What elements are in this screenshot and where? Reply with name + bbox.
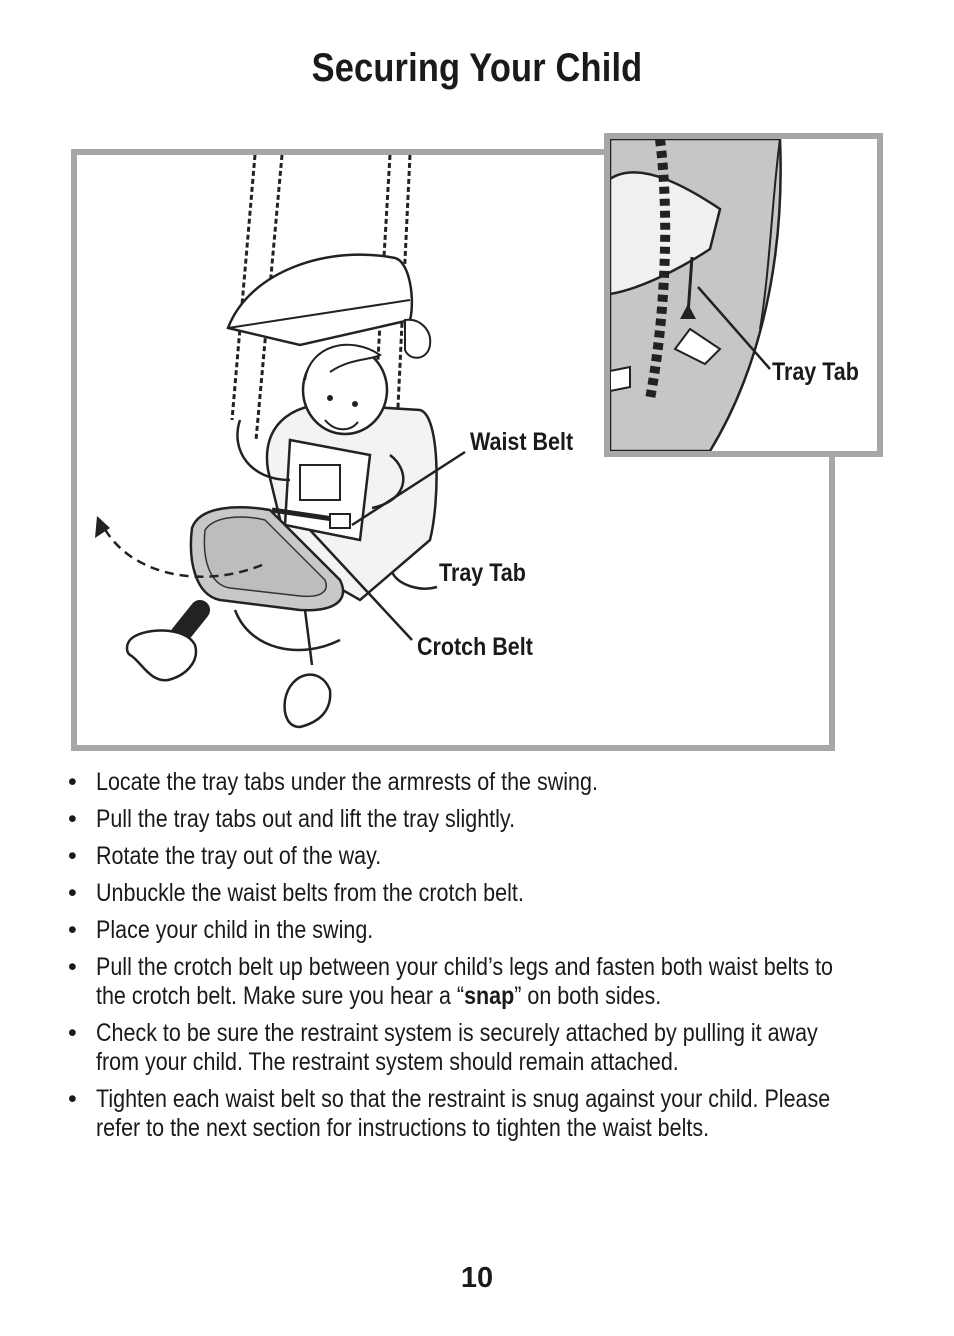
list-item: • Rotate the tray out of the way.	[68, 842, 382, 870]
bullet-icon: •	[68, 805, 77, 833]
bullet-icon: •	[68, 879, 77, 907]
bullet-icon: •	[68, 842, 77, 870]
inset-tray-tab-callout: Tray Tab	[772, 358, 859, 386]
waist-belt-callout: Waist Belt	[470, 428, 574, 456]
list-item: • Unbuckle the waist belts from the crotch belt.	[68, 879, 524, 907]
list-item: • Pull the tray tabs out and lift the tray slightly.	[68, 805, 516, 833]
list-item: • Check to be sure the restraint system is securely attached by pulling it away from your child. The restraint system should remain attached.	[68, 1019, 818, 1076]
tray-tab-callout: Tray Tab	[439, 559, 526, 587]
tray-tab-detail-illustration	[610, 139, 877, 451]
snap-emphasis: snap	[464, 982, 515, 1010]
bullet-icon: •	[68, 768, 77, 796]
inset-detail-frame	[604, 133, 883, 457]
bullet-icon: •	[68, 1085, 77, 1113]
crotch-belt-callout: Crotch Belt	[417, 633, 533, 661]
page-number: 10	[460, 1262, 494, 1294]
page-title: Securing Your Child	[311, 46, 643, 90]
bullet-icon: •	[68, 1019, 77, 1047]
instruction-list	[68, 768, 868, 1151]
bullet-icon: •	[68, 916, 77, 944]
list-item: • Locate the tray tabs under the armrests of the swing.	[68, 768, 598, 796]
list-item: • Pull the crotch belt up between your child’s legs and fasten both waist belts to the crotch belt. Make sure you hear a “snap” on both sides.	[68, 953, 834, 1010]
list-item: • Tighten each waist belt so that the restraint is snug against your child. Please refer to the next section for instructions to tighten the waist belts.	[68, 1085, 831, 1142]
list-item: • Place your child in the swing.	[68, 916, 374, 944]
bullet-icon: •	[68, 953, 77, 981]
